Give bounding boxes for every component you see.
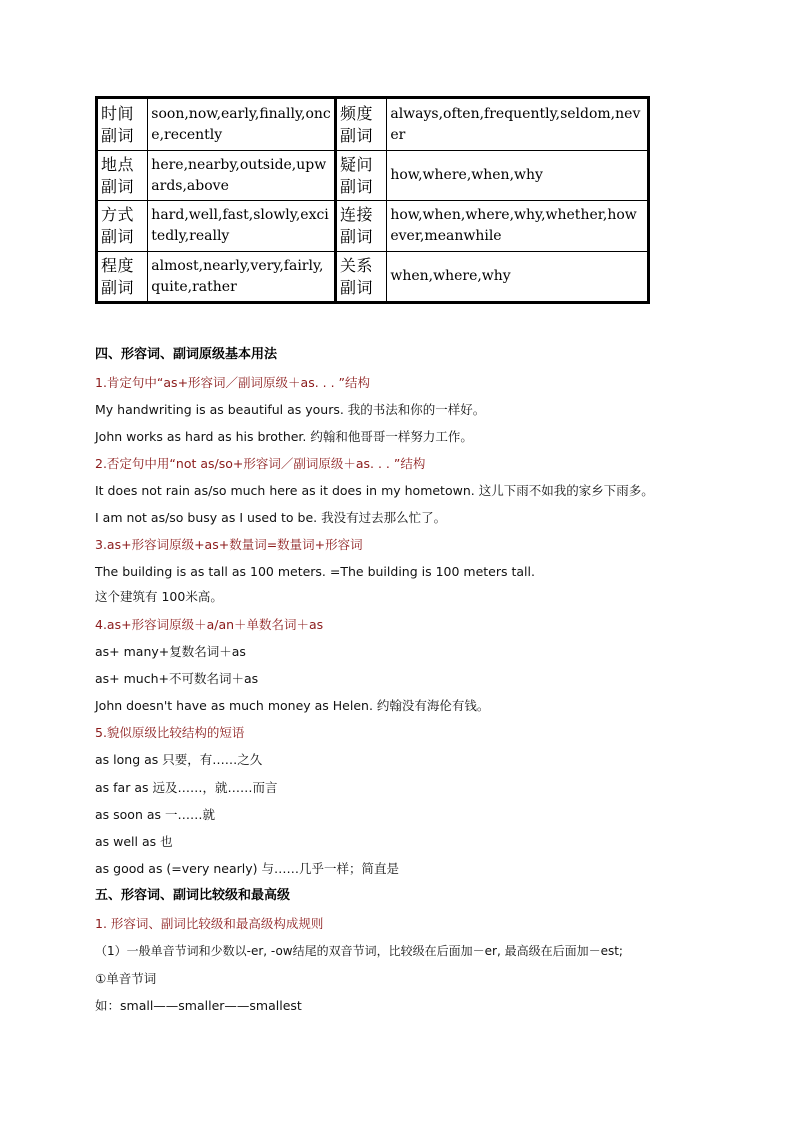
adverb-words-cell: soon,now,early,finally,once,recently bbox=[148, 98, 336, 151]
example-sentence: It does not rain as/so much here as it does in my hometown. 这儿下雨不如我的家乡下雨多。 bbox=[95, 483, 654, 498]
table-row bbox=[97, 98, 649, 151]
phrase-item: as good as (=very nearly) 与……几乎一样；简直是 bbox=[95, 861, 400, 876]
adverb-type-cell: 方式副词 bbox=[97, 201, 148, 252]
example-sentence: John works as hard as his brother. 约翰和他哥哥一样努力工作。 bbox=[95, 429, 473, 444]
example-sentence: The building is as tall as 100 meters. =The building is 100 meters tall. bbox=[95, 564, 535, 579]
adverb-words-cell: when,where,why bbox=[387, 252, 649, 303]
adverb-words-cell: how,where,when,why bbox=[387, 151, 649, 201]
rule-heading: 3.as+形容词原级+as+数量词=数量词+形容词 bbox=[95, 537, 363, 552]
example-sentence: as+ many+复数名词＋as bbox=[95, 644, 246, 659]
adverb-type-cell: 频度副词 bbox=[336, 98, 387, 151]
adverb-words-cell: hard,well,fast,slowly,excitedly,really bbox=[148, 201, 336, 252]
rule-heading: 5.貌似原级比较结构的短语 bbox=[95, 725, 245, 740]
adverb-words-cell: here,nearby,outside,upwards,above bbox=[148, 151, 336, 201]
adverb-words-cell: how,when,where,why,whether,however,meanwhile bbox=[387, 201, 649, 252]
section-heading: 五、形容词、副词比较级和最高级 bbox=[95, 888, 291, 903]
table-row bbox=[97, 252, 649, 303]
table-row bbox=[97, 151, 649, 201]
table-row bbox=[97, 201, 649, 252]
adverb-type-cell: 时间副词 bbox=[97, 98, 148, 151]
example-sentence: 这个建筑有 100米高。 bbox=[95, 589, 223, 604]
example-sentence: John doesn't have as much money as Helen. 约翰没有海伦有钱。 bbox=[95, 698, 490, 713]
phrase-item: as far as 远及……，就……而言 bbox=[95, 780, 278, 795]
rule-text: （1）一般单音节词和少数以-er, -ow结尾的双音节词，比较级在后面加－er, 最高级在后面加－est; bbox=[95, 944, 623, 958]
example-sentence: I am not as/so busy as I used to be. 我没有过去那么忙了。 bbox=[95, 510, 447, 525]
rule-heading: 1. 形容词、副词比较级和最高级构成规则 bbox=[95, 916, 324, 931]
example-sentence: as+ much+不可数名词＋as bbox=[95, 671, 259, 686]
adverb-words-cell: almost,nearly,very,fairly,quite,rather bbox=[148, 252, 336, 303]
adverb-table bbox=[95, 96, 650, 304]
adverb-type-cell: 关系副词 bbox=[336, 252, 387, 303]
sub-heading: ①单音节词 bbox=[95, 971, 157, 986]
rule-heading: 1.肯定句中“as+形容词／副词原级＋as. . . ”结构 bbox=[95, 375, 371, 390]
adverb-type-cell: 疑问副词 bbox=[336, 151, 387, 201]
adverb-words-cell: always,often,frequently,seldom,never bbox=[387, 98, 649, 151]
rule-heading: 4.as+形容词原级＋a/an＋单数名词＋as bbox=[95, 617, 324, 632]
phrase-item: as soon as 一……就 bbox=[95, 807, 215, 822]
phrase-item: as well as 也 bbox=[95, 834, 173, 849]
phrase-item: as long as 只要，有……之久 bbox=[95, 752, 263, 767]
example-sentence: My handwriting is as beautiful as yours. 我的书法和你的一样好。 bbox=[95, 402, 486, 417]
adverb-type-cell: 连接副词 bbox=[336, 201, 387, 252]
adverb-type-cell: 地点副词 bbox=[97, 151, 148, 201]
example-sentence: 如：small——smaller——smallest bbox=[95, 998, 302, 1013]
adverb-type-cell: 程度副词 bbox=[97, 252, 148, 303]
section-heading: 四、形容词、副词原级基本用法 bbox=[95, 347, 278, 362]
rule-heading: 2.否定句中用“not as/so+形容词／副词原级＋as. . . ”结构 bbox=[95, 456, 426, 471]
